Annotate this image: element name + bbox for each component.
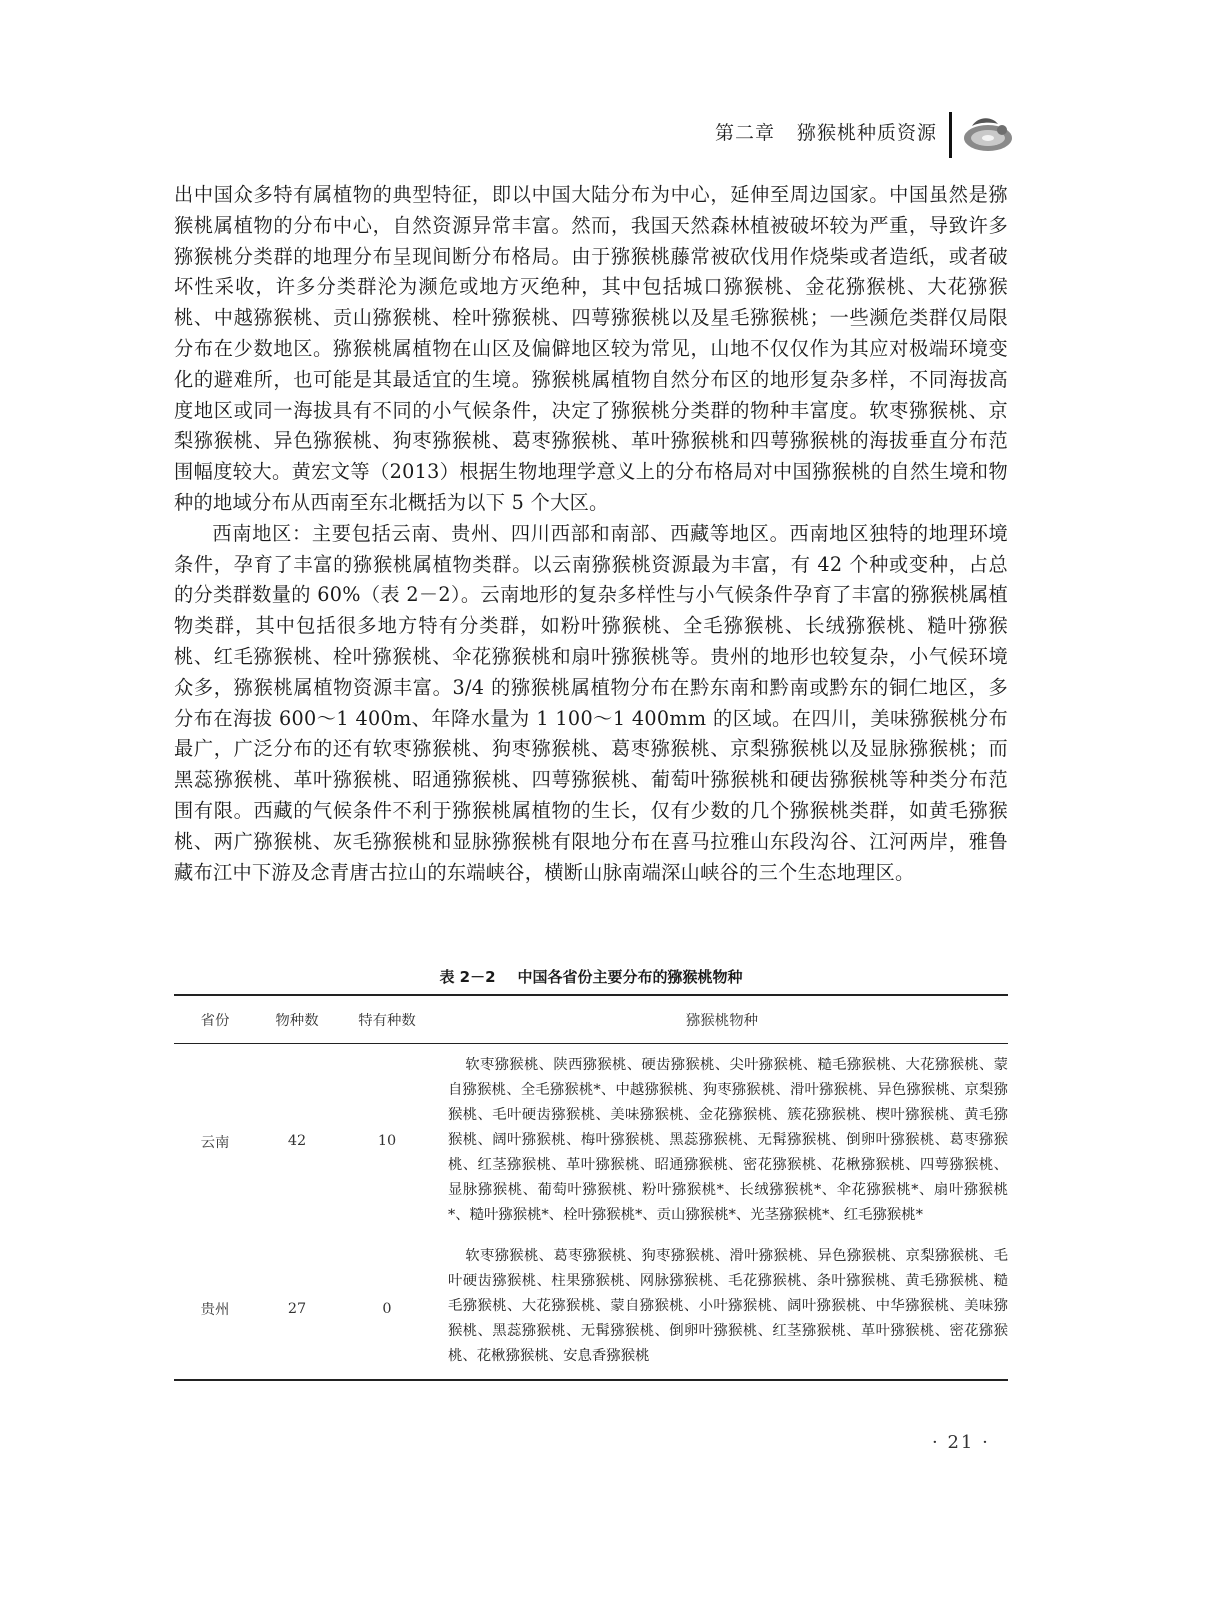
chapter-title: 猕猴桃种质资源: [796, 122, 937, 144]
paragraph-southwest-region: 西南地区：主要包括云南、贵州、四川西部和南部、西藏等地区。西南地区独特的地理环境条件，孕育了丰富的猕猴桃属植物类群。以云南猕猴桃资源最为丰富，有 42 个种或变种，占总的分类群数量的 60%（表 2－2）。云南地形的复杂多样性与小气候条件孕育了丰富的猕猴桃属植物类群，其中包括很多地方特有分类群，如粉叶猕猴桃、全毛猕猴桃、长绒猕猴桃、糙叶猕猴桃、红毛猕猴桃、栓叶猕猴桃、伞花猕猴桃和扇叶猕猴桃等。贵州的地形也较复杂，小气候环境众多，猕猴桃属植物资源丰富。3/4 的猕猴桃属植物分布在黔东南和黔南或黔东的铜仁地区，多分布在海拔 600～1 400m、年降水量为 1 100～1 400mm 的区域。在四川，美味猕猴桃分布最广，广泛分布的还有软枣猕猴桃、狗枣猕猴桃、葛枣猕猴桃、京梨猕猴桃以及显脉猕猴桃；而黑蕊猕猴桃、革叶猕猴桃、昭通猕猴桃、四萼猕猴桃、葡萄叶猕猴桃和硬齿猕猴桃等种类分布范围有限。西藏的气候条件不利于猕猴桃属植物的生长，仅有少数的几个猕猴桃类群，如黄毛猕猴桃、两广猕猴桃、灰毛猕猴桃和显脉猕猴桃有限地分布在喜马拉雅山东段沟谷、江河两岸，雅鲁藏布江中下游及念青唐古拉山的东端峡谷，横断山脉南端深山峡谷的三个生态地理区。: [174, 521, 1008, 884]
species-list-text: 软枣猕猴桃、陕西猕猴桃、硬齿猕猴桃、尖叶猕猴桃、糙毛猕猴桃、大花猕猴桃、蒙自猕猴桃、全毛猕猴桃*、中越猕猴桃、狗枣猕猴桃、滑叶猕猴桃、异色猕猴桃、京梨猕猴桃、毛叶硬齿猕猴桃、美味猕猴桃、金花猕猴桃、簇花猕猴桃、楔叶猕猴桃、黄毛猕猴桃、阔叶猕猴桃、梅叶猕猴桃、黑蕊猕猴桃、无髯猕猴桃、倒卵叶猕猴桃、葛枣猕猴桃、红茎猕猴桃、革叶猕猴桃、昭通猕猴桃、密花猕猴桃、花楸猕猴桃、四萼猕猴桃、显脉猕猴桃、葡萄叶猕猴桃、粉叶猕猴桃*、长绒猕猴桃*、伞花猕猴桃*、扇叶猕猴桃*、糙叶猕猴桃*、栓叶猕猴桃*、贡山猕猴桃*、光茎猕猴桃*、红毛猕猴桃*: [448, 1057, 1008, 1223]
cell-species-count: 27: [256, 1238, 338, 1380]
species-table: [174, 994, 1008, 1381]
table-title: 中国各省份主要分布的猕猴桃物种: [517, 968, 743, 986]
running-header: [715, 118, 937, 145]
page-number: · 21 ·: [932, 1432, 990, 1453]
header-province: 省份: [174, 995, 256, 1044]
paragraph-continued: 出中国众多特有属植物的典型特征，即以中国大陆分布为中心，延伸至周边国家。中国虽然是猕猴桃属植物的分布中心，自然资源异常丰富。然而，我国天然森林植被破坏较为严重，导致许多猕猴桃分类群的地理分布呈现间断分布格局。由于猕猴桃藤常被砍伐用作烧柴或者造纸，或者破坏性采收，许多分类群沦为濒危或地方灭绝种，其中包括城口猕猴桃、金花猕猴桃、大花猕猴桃、中越猕猴桃、贡山猕猴桃、栓叶猕猴桃、四萼猕猴桃以及星毛猕猴桃；一些濒危类群仅局限分布在少数地区。猕猴桃属植物在山区及偏僻地区较为常见，山地不仅仅作为其应对极端环境变化的避难所，也可能是其最适宜的生境。猕猴桃属植物自然分布区的地形复杂多样，不同海拔高度地区或同一海拔具有不同的小气候条件，决定了猕猴桃分类群的物种丰富度。软枣猕猴桃、京梨猕猴桃、异色猕猴桃、狗枣猕猴桃、葛枣猕猴桃、革叶猕猴桃和四萼猕猴桃的海拔垂直分布范围幅度较大。黄宏文等（2013）根据生物地理学意义上的分布格局对中国猕猴桃的自然生境和物种的地域分布从西南至东北概括为以下 5 个大区。: [174, 183, 1008, 514]
cell-species-list: [436, 1044, 1008, 1239]
table-caption: [174, 966, 1008, 987]
table-number: 表 2－2: [439, 968, 496, 986]
cell-province: 贵州: [174, 1238, 256, 1380]
cell-endemic-count: 0: [338, 1238, 436, 1380]
body-text: [174, 180, 1008, 888]
chapter-number: 第二章: [714, 122, 775, 144]
cell-endemic-count: 10: [377, 1133, 397, 1149]
header-divider: [949, 112, 952, 158]
cell-species-count: 42: [287, 1133, 307, 1149]
species-list-text: 软枣猕猴桃、葛枣猕猴桃、狗枣猕猴桃、滑叶猕猴桃、异色猕猴桃、京梨猕猴桃、毛叶硬齿猕猴桃、柱果猕猴桃、网脉猕猴桃、毛花猕猴桃、条叶猕猴桃、黄毛猕猴桃、糙毛猕猴桃、大花猕猴桃、蒙自猕猴桃、小叶猕猴桃、阔叶猕猴桃、中华猕猴桃、美味猕猴桃、黑蕊猕猴桃、无髯猕猴桃、倒卵叶猕猴桃、红茎猕猴桃、革叶猕猴桃、密花猕猴桃、花楸猕猴桃、安息香猕猴桃: [448, 1248, 1008, 1364]
table-header-row: [174, 995, 1008, 1044]
cell-province: 云南: [200, 1134, 230, 1151]
cell-species-list: [436, 1238, 1008, 1380]
header-species: 猕猴桃物种: [436, 995, 1008, 1044]
kiwifruit-logo-icon: [958, 114, 1014, 154]
table-row: [174, 1238, 1008, 1380]
header-endemic-count: 特有种数: [338, 995, 436, 1044]
table-row: [174, 1044, 1008, 1239]
header-species-count: 物种数: [256, 995, 338, 1044]
